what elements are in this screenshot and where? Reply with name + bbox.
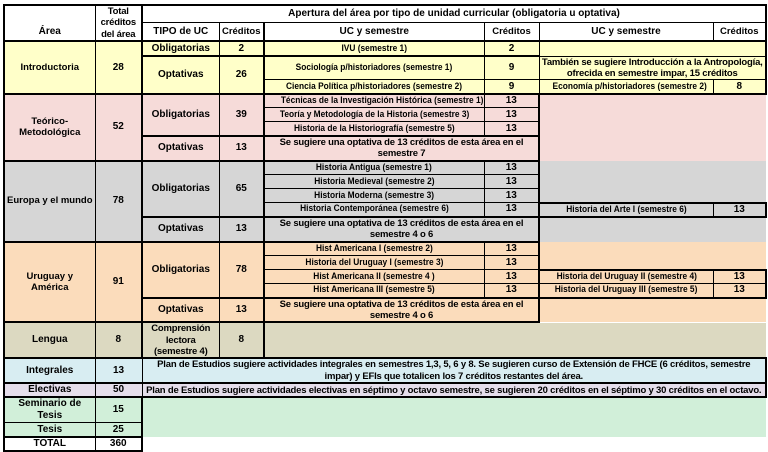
uc-label: Historia del Arte I (semestre 6) xyxy=(565,203,687,215)
empty-region xyxy=(539,298,766,323)
cell-cred-optativas: 13 xyxy=(219,217,264,242)
col-header-uc-semestre-2: UC y semestre xyxy=(539,23,713,42)
cell-uc-sociologia xyxy=(264,56,484,80)
cell-tipo-obligatorias: Obligatorias xyxy=(142,161,219,217)
col-header-tipo-uc: TIPO de UC xyxy=(142,23,219,42)
empty-region xyxy=(264,322,766,358)
cell-cred-uruguay-2: 13 xyxy=(713,270,766,284)
cell-nota-optativa-uruguay: Se sugiere una optativa de 13 créditos de esta área en el semestre 4 o 6 xyxy=(264,298,539,323)
cell-uc-historiografia xyxy=(264,122,484,136)
cell-uc-americana-1 xyxy=(264,242,484,256)
cell-cred-ivu: 2 xyxy=(484,41,539,56)
cell-nota-antropologia: También se sugiere Introducción a la Antropología, ofrecida en semestre impar, 15 créditos xyxy=(539,56,766,80)
col-header-uc-semestre-1: UC y semestre xyxy=(264,23,484,42)
col-header-apertura: Apertura del área por tipo de unidad curricular (obligatoria u optativa) xyxy=(142,5,766,23)
cell-total-teorico: 52 xyxy=(95,94,142,161)
cell-area-integrales: Integrales xyxy=(4,358,95,383)
uc-label: Historia Medieval (semestre 2) xyxy=(314,175,435,187)
col-header-creditos-2: Créditos xyxy=(484,23,539,42)
row-integrales xyxy=(4,358,766,383)
cell-cred-contemporanea: 13 xyxy=(484,203,539,217)
cell-uc-economia xyxy=(539,80,713,94)
cell-total-introductoria: 28 xyxy=(95,41,142,94)
cell-uc-historia-arte xyxy=(539,203,713,217)
cell-area-lengua: Lengua xyxy=(4,322,95,358)
uc-label: Técnicas de la Investigación Histórica (semestre 1) xyxy=(280,95,484,107)
cell-cred-optativas: 13 xyxy=(219,298,264,323)
cell-cred-americana-1: 13 xyxy=(484,242,539,256)
uc-label: Historia del Uruguay I (semestre 3) xyxy=(305,256,444,268)
cell-cred-historia-arte: 13 xyxy=(713,203,766,217)
row-electivas xyxy=(4,383,766,397)
row-teorico-1 xyxy=(4,94,766,108)
cell-uc-uruguay-2 xyxy=(539,270,713,284)
cell-cred-optativas: 26 xyxy=(219,56,264,94)
empty-region xyxy=(142,423,766,437)
header-row-1 xyxy=(4,5,766,23)
curriculum-table xyxy=(3,4,767,452)
cell-uc-tecnicas xyxy=(264,94,484,108)
cell-uc-antigua xyxy=(264,161,484,175)
cell-tipo-optativas: Optativas xyxy=(142,298,219,323)
uc-label: Hist Americana II (semestre 4 ) xyxy=(313,270,435,282)
col-header-creditos-1: Créditos xyxy=(219,23,264,42)
cell-empty-introductoria-right xyxy=(539,41,766,56)
cell-area-electivas: Electivas xyxy=(4,383,95,397)
cell-cred-americana-3: 13 xyxy=(484,284,539,298)
col-header-creditos-3: Créditos xyxy=(713,23,766,42)
cell-total-electivas: 50 xyxy=(95,383,142,397)
cell-uc-ciencia-politica xyxy=(264,80,484,94)
cell-uc-americana-2 xyxy=(264,270,484,284)
uc-label: Historia Antigua (semestre 1) xyxy=(316,161,433,173)
row-introductoria-obligatorias xyxy=(4,41,766,56)
cell-cred-tecnicas: 13 xyxy=(484,94,539,108)
cell-area-uruguay: Uruguay y América xyxy=(4,242,95,323)
cell-total-uruguay: 91 xyxy=(95,242,142,323)
cell-cred-comprension-lectora: 8 xyxy=(219,322,264,358)
cell-tipo-optativas: Optativas xyxy=(142,217,219,242)
col-header-area: Área xyxy=(4,5,95,41)
cell-cred-historiografia: 13 xyxy=(484,122,539,136)
cell-nota-optativa-europa: Se sugiere una optativa de 13 créditos de esta área en el semestre 4 o 6 xyxy=(264,217,539,242)
cell-cred-teoria-metodologia: 13 xyxy=(484,108,539,122)
cell-cred-obligatorias: 65 xyxy=(219,161,264,217)
cell-tipo-obligatorias: Obligatorias xyxy=(142,242,219,298)
cell-total-seminario: 15 xyxy=(95,397,142,423)
row-europa-1 xyxy=(4,161,766,175)
row-uruguay-1 xyxy=(4,242,766,256)
cell-nota-electivas: Plan de Estudios sugiere actividades electivas en séptimo y octavo semestre, se sugieren 20 créditos en el séptimo y 30 créditos en el octavo. xyxy=(142,383,766,397)
uc-label: Teoría y Metodología de la Historia (semestre 3) xyxy=(279,108,470,120)
cell-cred-uruguay-1: 13 xyxy=(484,256,539,270)
cell-cred-americana-2: 13 xyxy=(484,270,539,284)
cell-cred-obligatorias: 39 xyxy=(219,94,264,136)
cell-uc-americana-3 xyxy=(264,284,484,298)
cell-uc-medieval xyxy=(264,175,484,189)
cell-cred-sociologia: 9 xyxy=(484,56,539,80)
cell-area-teorico: Teórico-Metodológica xyxy=(4,94,95,161)
uc-label: Historia del Uruguay II (semestre 4) xyxy=(556,270,697,282)
cell-uc-uruguay-3 xyxy=(539,284,713,298)
uc-label: Sociología p/historiadores (semestre 1) xyxy=(295,62,453,74)
cell-cred-obligatorias: 2 xyxy=(219,41,264,56)
uc-label: Hist Americana III (semestre 5) xyxy=(313,284,435,296)
empty-region xyxy=(539,217,766,242)
cell-area-europa: Europa y el mundo xyxy=(4,161,95,242)
cell-uc-teoria-metodologia xyxy=(264,108,484,122)
empty-region xyxy=(539,242,766,270)
cell-area-introductoria: Introductoria xyxy=(4,41,95,94)
cell-total-integrales: 13 xyxy=(95,358,142,383)
uc-label: Hist Americana I (semestre 2) xyxy=(315,242,433,254)
row-tesis xyxy=(4,423,766,437)
cell-tipo-optativas: Optativas xyxy=(142,136,219,161)
cell-uc-ivu xyxy=(264,41,484,56)
uc-label: Historia de la Historiografía (semestre 5) xyxy=(293,122,455,134)
cell-tipo-obligatorias: Obligatorias xyxy=(142,41,219,56)
cell-cred-obligatorias: 78 xyxy=(219,242,264,298)
cell-cred-ciencia-politica: 9 xyxy=(484,80,539,94)
empty-region xyxy=(539,94,766,161)
cell-uc-uruguay-1 xyxy=(264,256,484,270)
row-seminario-tesis xyxy=(4,397,766,423)
cell-nota-integrales: Plan de Estudios sugiere actividades integrales en semestres 1,3, 5, 6 y 8. Se sugieren curso de Extensión de FHCE (6 créditos, semestre impar) y EFIs que totalicen los 7 créditos restantes del área. xyxy=(142,358,766,383)
cell-cred-uruguay-3: 13 xyxy=(713,284,766,298)
cell-cred-moderna: 13 xyxy=(484,189,539,203)
uc-label: Ciencia Política p/historiadores (semestre 2) xyxy=(286,80,463,92)
cell-nota-optativa-teorico: Se sugiere una optativa de 13 créditos de esta área en el semestre 7 xyxy=(264,136,539,161)
cell-uc-comprension-lectora: Comprensión lectora (semestre 4) xyxy=(142,322,219,358)
uc-label: Historia del Uruguay III (semestre 5) xyxy=(554,284,698,296)
uc-label: Historia Moderna (semestre 3) xyxy=(314,189,435,201)
cell-cred-economia: 8 xyxy=(713,80,766,94)
cell-cred-medieval: 13 xyxy=(484,175,539,189)
cell-uc-moderna xyxy=(264,189,484,203)
cell-value-total: 360 xyxy=(95,437,142,451)
empty-region xyxy=(142,397,766,423)
row-lengua xyxy=(4,322,766,358)
cell-total-tesis: 25 xyxy=(95,423,142,437)
cell-tipo-obligatorias: Obligatorias xyxy=(142,94,219,136)
cell-total-lengua: 8 xyxy=(95,322,142,358)
cell-area-seminario: Seminario de Tesis xyxy=(4,397,95,423)
cell-total-europa: 78 xyxy=(95,161,142,242)
cell-label-total: TOTAL xyxy=(4,437,95,451)
empty-region xyxy=(539,161,766,203)
uc-label: Economía p/historiadores (semestre 2) xyxy=(552,80,707,92)
uc-label: IVU (semestre 1) xyxy=(341,42,408,54)
col-header-total-creditos: Total créditos del área xyxy=(95,5,142,41)
cell-uc-contemporanea xyxy=(264,203,484,217)
cell-cred-antigua: 13 xyxy=(484,161,539,175)
cell-area-tesis: Tesis xyxy=(4,423,95,437)
cell-tipo-optativas: Optativas xyxy=(142,56,219,94)
uc-label: Historia Contemporánea (semestre 6) xyxy=(299,203,449,215)
cell-cred-optativas: 13 xyxy=(219,136,264,161)
